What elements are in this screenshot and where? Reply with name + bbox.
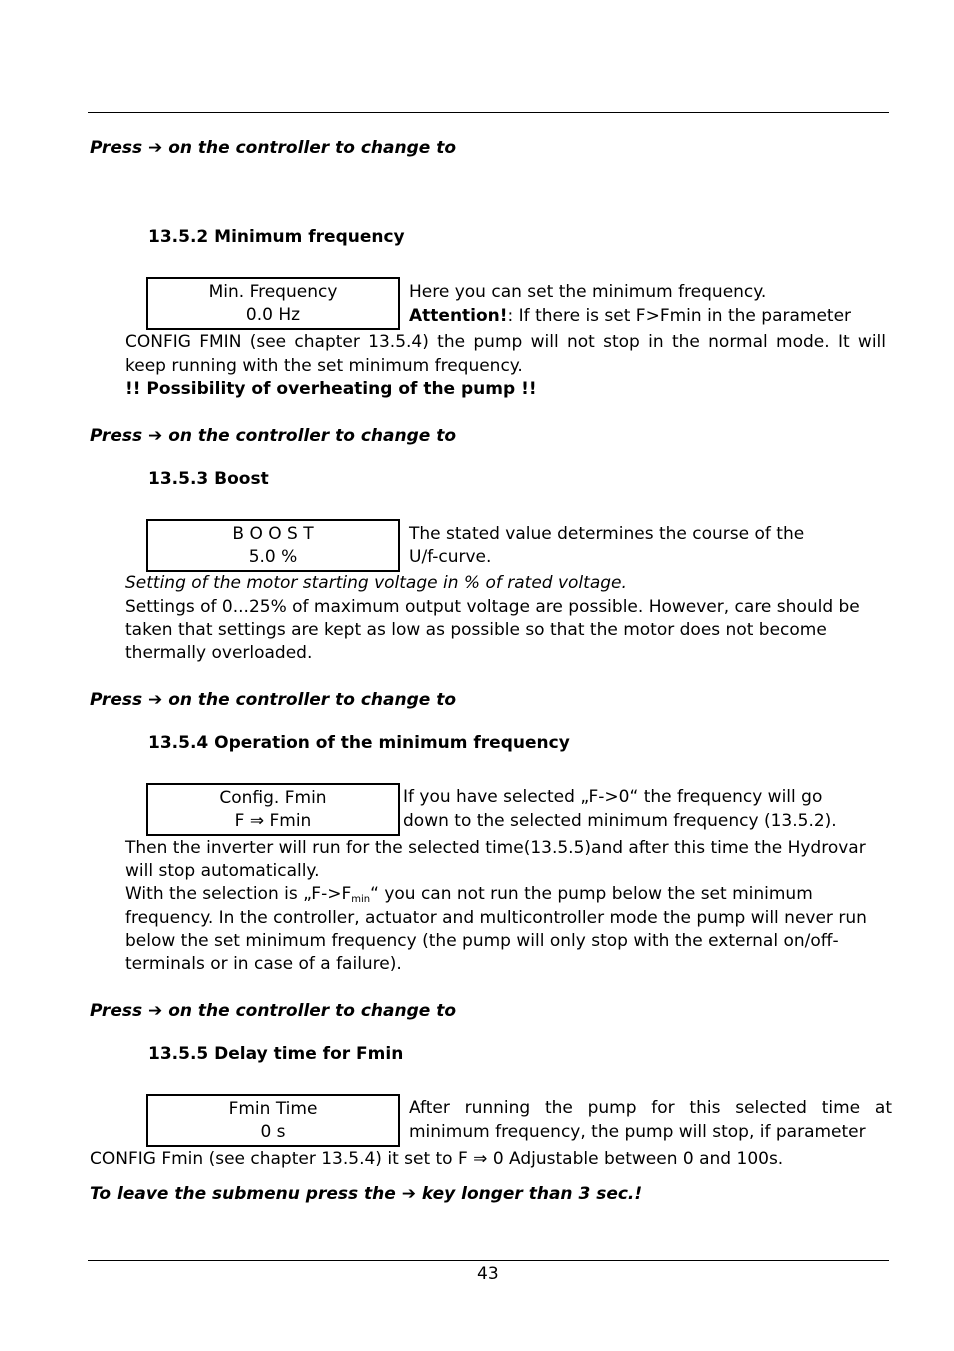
section-heading-13-5-5: 13.5.5 Delay time for Fmin xyxy=(148,1044,404,1064)
press-instruction-4 xyxy=(90,1000,456,1023)
overheating-warning: !! Possibility of overheating of the pump !! xyxy=(125,379,537,399)
press-rest: on the controller to change to xyxy=(168,690,457,710)
section-heading-13-5-2: 13.5.2 Minimum frequency xyxy=(148,227,405,247)
text-line: keep running with the set minimum frequency. xyxy=(125,356,523,376)
press-rest: on the controller to change to xyxy=(168,138,457,158)
text-line: Settings of 0...25% of maximum output voltage are possible. However, care should be xyxy=(125,597,860,617)
text-line: terminals or in case of a failure). xyxy=(125,954,402,974)
text-line: thermally overloaded. xyxy=(125,643,313,663)
attention-label: Attention! xyxy=(409,306,508,326)
press-rest: on the controller to change to xyxy=(168,1001,457,1021)
text-line: minimum frequency, the pump will stop, if parameter xyxy=(409,1122,866,1142)
attention-text: : If there is set F>Fmin in the parameter xyxy=(507,306,852,326)
display-value: 0.0 Hz xyxy=(245,305,301,325)
italic-note: Setting of the motor starting voltage in % of rated voltage. xyxy=(125,573,627,593)
press-instruction-2 xyxy=(90,425,456,448)
arrow-right-icon: ➔ xyxy=(148,1001,163,1021)
display-config-fmin xyxy=(146,783,400,836)
text-line: Here you can set the minimum frequency. xyxy=(409,282,767,302)
page-number: 43 xyxy=(477,1264,499,1284)
text-line: After running the pump for this selected time at xyxy=(409,1098,892,1118)
press-rest: on the controller to change to xyxy=(168,426,457,446)
text-line: If you have selected „F->0“ the frequency will go xyxy=(403,787,823,807)
section-heading-13-5-3: 13.5.3 Boost xyxy=(148,469,269,489)
text-line: will stop automatically. xyxy=(125,861,320,881)
leave-text: key longer than 3 sec.! xyxy=(421,1184,643,1204)
text-line: CONFIG Fmin (see chapter 13.5.4) it set to F ⇒ 0 Adjustable between 0 and 100s. xyxy=(90,1149,784,1169)
display-fmin-time xyxy=(146,1094,400,1147)
display-value: F ⇒ Fmin xyxy=(234,811,312,831)
subscript-min: min xyxy=(351,894,371,905)
text-line: taken that settings are kept as low as possible so that the motor does not become xyxy=(125,620,827,640)
header-rule xyxy=(88,112,889,113)
text-line: The stated value determines the course of the xyxy=(409,524,805,544)
text-fragment: With the selection is „F->F xyxy=(125,884,352,904)
display-value: 5.0 % xyxy=(248,547,298,567)
text-line: down to the selected minimum frequency (13.5.2). xyxy=(403,811,837,831)
footer-rule xyxy=(88,1260,889,1261)
text-line: U/f-curve. xyxy=(409,547,492,567)
arrow-right-icon: ➔ xyxy=(148,426,163,446)
press-instruction-1 xyxy=(90,137,456,160)
display-min-frequency xyxy=(146,277,400,330)
display-label: B O O S T xyxy=(232,524,314,544)
text-line: below the set minimum frequency (the pump will only stop with the external on/off- xyxy=(125,931,839,951)
press-word: Press xyxy=(90,138,143,158)
press-word: Press xyxy=(90,690,143,710)
display-label: Min. Frequency xyxy=(208,282,338,302)
text-line: CONFIG FMIN (see chapter 13.5.4) the pump will not stop in the normal mode. It will xyxy=(125,332,886,352)
attention-line xyxy=(409,305,851,328)
section-heading-13-5-4: 13.5.4 Operation of the minimum frequency xyxy=(148,733,570,753)
text-fragment: “ you can not run the pump below the set minimum xyxy=(370,884,813,904)
display-label: Fmin Time xyxy=(228,1099,318,1119)
display-label: Config. Fmin xyxy=(219,788,327,808)
arrow-right-icon: ➔ xyxy=(148,138,163,158)
selection-line xyxy=(125,883,813,906)
leave-text: To leave the submenu press the xyxy=(90,1184,396,1204)
press-word: Press xyxy=(90,1001,143,1021)
leave-submenu-instruction xyxy=(90,1183,642,1206)
text-line: frequency. In the controller, actuator and multicontroller mode the pump will never run xyxy=(125,908,867,928)
text-line: Then the inverter will run for the selected time(13.5.5)and after this time the Hydrovar xyxy=(125,838,866,858)
press-word: Press xyxy=(90,426,143,446)
press-instruction-3 xyxy=(90,689,456,712)
display-boost xyxy=(146,519,400,572)
arrow-right-icon: ➔ xyxy=(148,690,163,710)
display-value: 0 s xyxy=(260,1122,286,1142)
arrow-right-icon: ➔ xyxy=(401,1184,416,1204)
